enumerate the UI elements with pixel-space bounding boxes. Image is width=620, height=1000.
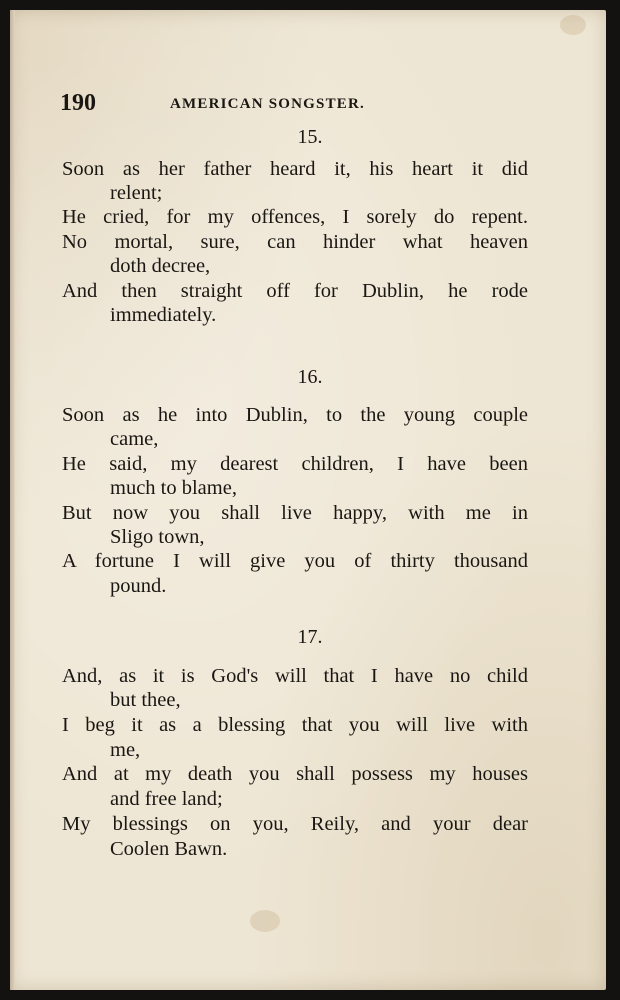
paper-stain xyxy=(560,15,586,35)
verse-line: He said, my dearest children, I have been xyxy=(62,453,528,475)
verse-line: My blessings on you, Reily, and your dear xyxy=(62,813,528,835)
verse-line: came, xyxy=(110,428,159,450)
verse-line: Soon as her father heard it, his heart it did xyxy=(62,158,528,180)
paper-stain xyxy=(250,910,280,932)
stanza-number: 17. xyxy=(297,626,323,648)
verse-line: He cried, for my offences, I sorely do repent. xyxy=(62,206,528,228)
verse-line: I beg it as a blessing that you will live with xyxy=(62,714,528,736)
verse-line: immediately. xyxy=(110,304,217,326)
running-title: AMERICAN SONGSTER. xyxy=(170,96,365,112)
verse-line: me, xyxy=(110,739,141,761)
verse-line: and free land; xyxy=(110,788,223,810)
verse-line: Soon as he into Dublin, to the young couple xyxy=(62,404,528,426)
verse-line: And, as it is God's will that I have no child xyxy=(62,665,528,687)
verse-line: No mortal, sure, can hinder what heaven xyxy=(62,231,528,253)
page-gutter-shadow xyxy=(10,10,15,990)
verse-line: relent; xyxy=(110,182,163,204)
stanza-number: 15. xyxy=(297,126,323,148)
verse-line: but thee, xyxy=(110,689,181,711)
verse-line: much to blame, xyxy=(110,477,237,499)
verse-line: But now you shall live happy, with me in xyxy=(62,502,528,524)
verse-line: pound. xyxy=(110,575,167,597)
verse-line: A fortune I will give you of thirty thousand xyxy=(62,550,528,572)
stanza-number: 16. xyxy=(297,366,323,388)
verse-line: And then straight off for Dublin, he rode xyxy=(62,280,528,302)
page-header xyxy=(60,90,530,120)
page-number: 190 xyxy=(60,90,96,116)
verse-line: Coolen Bawn. xyxy=(110,838,228,860)
verse-line: doth decree, xyxy=(110,255,211,277)
verse-line: And at my death you shall possess my houses xyxy=(62,763,528,785)
verse-line: Sligo town, xyxy=(110,526,205,548)
